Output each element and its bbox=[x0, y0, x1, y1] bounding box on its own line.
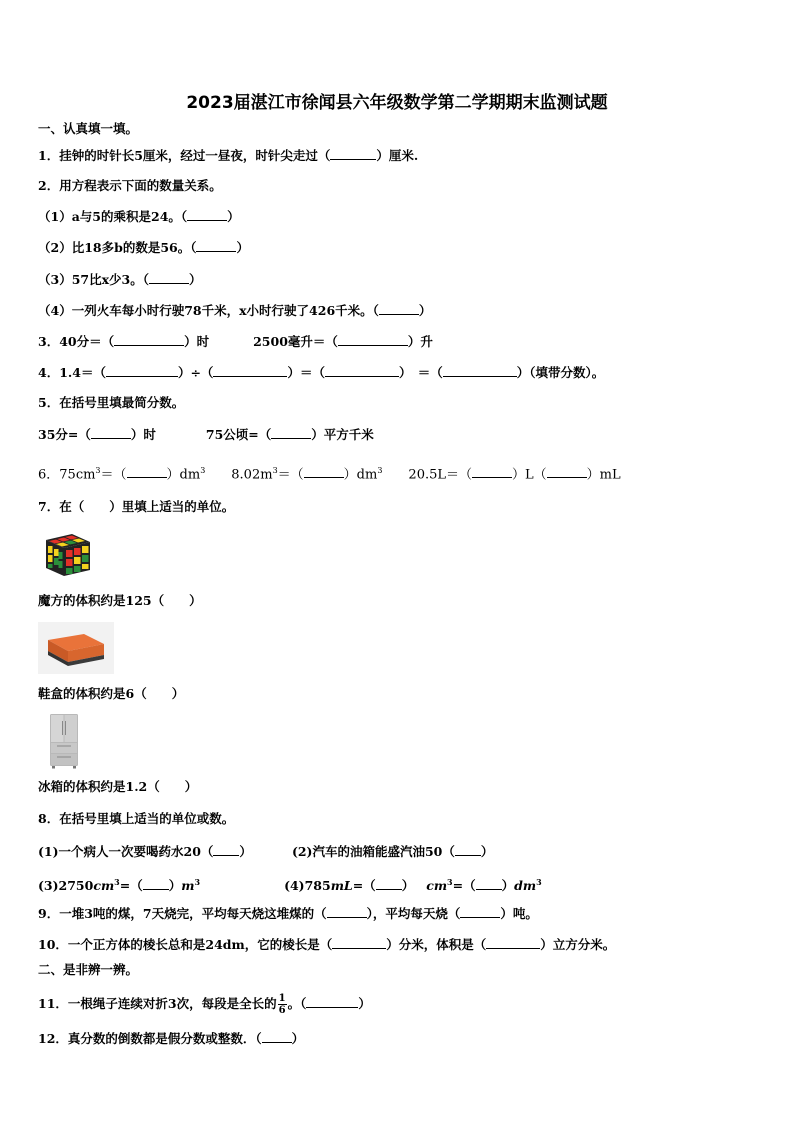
answer-blank[interactable] bbox=[472, 465, 512, 478]
answer-blank[interactable] bbox=[379, 302, 419, 315]
answer-blank[interactable] bbox=[304, 465, 344, 478]
answer-blank[interactable] bbox=[196, 239, 236, 252]
question-2-part-2: （2）比18多b的数是56。（ ） bbox=[38, 240, 249, 255]
answer-blank[interactable] bbox=[376, 877, 402, 890]
question-2-heading: 2．用方程表示下面的数量关系。 bbox=[38, 178, 222, 193]
answer-blank[interactable] bbox=[213, 364, 287, 377]
question-2-part-4: （4）一列火车每小时行驶78千米，x小时行驶了426千米。（ ） bbox=[38, 303, 432, 318]
question-8-row-1: (1)一个病人一次要喝药水20（ ） (2)汽车的油箱能盛汽油50（ ） bbox=[38, 844, 494, 859]
answer-blank[interactable] bbox=[332, 936, 386, 949]
answer-blank[interactable] bbox=[476, 877, 502, 890]
answer-blank[interactable] bbox=[327, 905, 367, 918]
question-1: 1．挂钟的时针长5厘米，经过一昼夜，时针尖走过（ ）厘米. bbox=[38, 148, 419, 163]
answer-blank[interactable] bbox=[443, 364, 517, 377]
question-9: 9．一堆3吨的煤，7天烧完，平均每天烧这堆煤的（ ），平均每天烧（ ）吨。 bbox=[38, 906, 538, 921]
section-1-heading: 一、认真填一填。 bbox=[38, 121, 139, 136]
answer-blank[interactable] bbox=[187, 208, 227, 221]
answer-blank[interactable] bbox=[91, 426, 131, 439]
question-6: 6．$75cm^3=$（ ）$dm^3$ $8.02m^3=$（ ）$dm^3$ 20.5L＝（ ）L（ ）mL bbox=[38, 466, 621, 483]
answer-blank[interactable] bbox=[114, 333, 184, 346]
question-2-part-3: （3）57比x少3。（ ） bbox=[38, 272, 202, 287]
question-7-fridge: 冰箱的体积约是1.2（ ） bbox=[38, 779, 198, 794]
section-2-heading: 二、是非辨一辨。 bbox=[38, 962, 139, 977]
question-5-items: 35分=（ ）时 75公顷=（ ）平方千米 bbox=[38, 427, 374, 442]
answer-blank[interactable] bbox=[306, 995, 358, 1008]
question-10: 10．一个正方体的棱长总和是24dm，它的棱长是（ ）分米，体积是（ ）立方分米。 bbox=[38, 937, 616, 952]
answer-blank[interactable] bbox=[486, 936, 540, 949]
answer-blank[interactable] bbox=[338, 333, 408, 346]
question-12: 12．真分数的倒数都是假分数或整数．（ ） bbox=[38, 1031, 305, 1046]
question-5-heading: 5．在括号里填最简分数。 bbox=[38, 395, 185, 410]
answer-blank[interactable] bbox=[455, 843, 481, 856]
answer-blank[interactable] bbox=[330, 147, 376, 160]
question-11: 11．一根绳子连续对折3次，每段是全长的 $\frac{1}{6}$ 。（ ） bbox=[38, 993, 371, 1016]
question-8-heading: 8．在括号里填上适当的单位或数。 bbox=[38, 811, 235, 826]
question-2-part-1: （1）a与5的乘积是24。（ ） bbox=[38, 209, 240, 224]
answer-blank[interactable] bbox=[271, 426, 311, 439]
question-7-heading: 7．在（ ）里填上适当的单位。 bbox=[38, 499, 235, 514]
question-8-row-2: $(3)2750cm^3=$（ ）$m^3$ (4)785mL=（ ） $cm^3=$（ ）$dm^3$ bbox=[38, 877, 542, 894]
page-title: 2023届湛江市徐闻县六年级数学第二学期期末监测试题 bbox=[186, 93, 608, 113]
answer-blank[interactable] bbox=[460, 905, 500, 918]
question-3: 3．40分＝（ ）时 2500毫升＝（ ）升 bbox=[38, 334, 433, 349]
answer-blank[interactable] bbox=[127, 465, 167, 478]
answer-blank[interactable] bbox=[143, 877, 169, 890]
shoebox-image bbox=[38, 622, 114, 674]
answer-blank[interactable] bbox=[149, 271, 189, 284]
question-7-cube: 魔方的体积约是125（ ） bbox=[38, 593, 202, 608]
question-4: 4．1.4＝（ ）÷（ ）＝（ ） ＝（ ）（填带分数）。 bbox=[38, 365, 605, 380]
rubiks-cube-image bbox=[42, 530, 94, 578]
answer-blank[interactable] bbox=[106, 364, 178, 377]
answer-blank[interactable] bbox=[213, 843, 239, 856]
question-7-shoebox: 鞋盒的体积约是6（ ） bbox=[38, 686, 185, 701]
refrigerator-image bbox=[47, 713, 81, 769]
fraction-one-sixth: $\frac{1}{6}$ bbox=[278, 993, 286, 1016]
answer-blank[interactable] bbox=[547, 465, 587, 478]
answer-blank[interactable] bbox=[262, 1030, 292, 1043]
answer-blank[interactable] bbox=[325, 364, 399, 377]
